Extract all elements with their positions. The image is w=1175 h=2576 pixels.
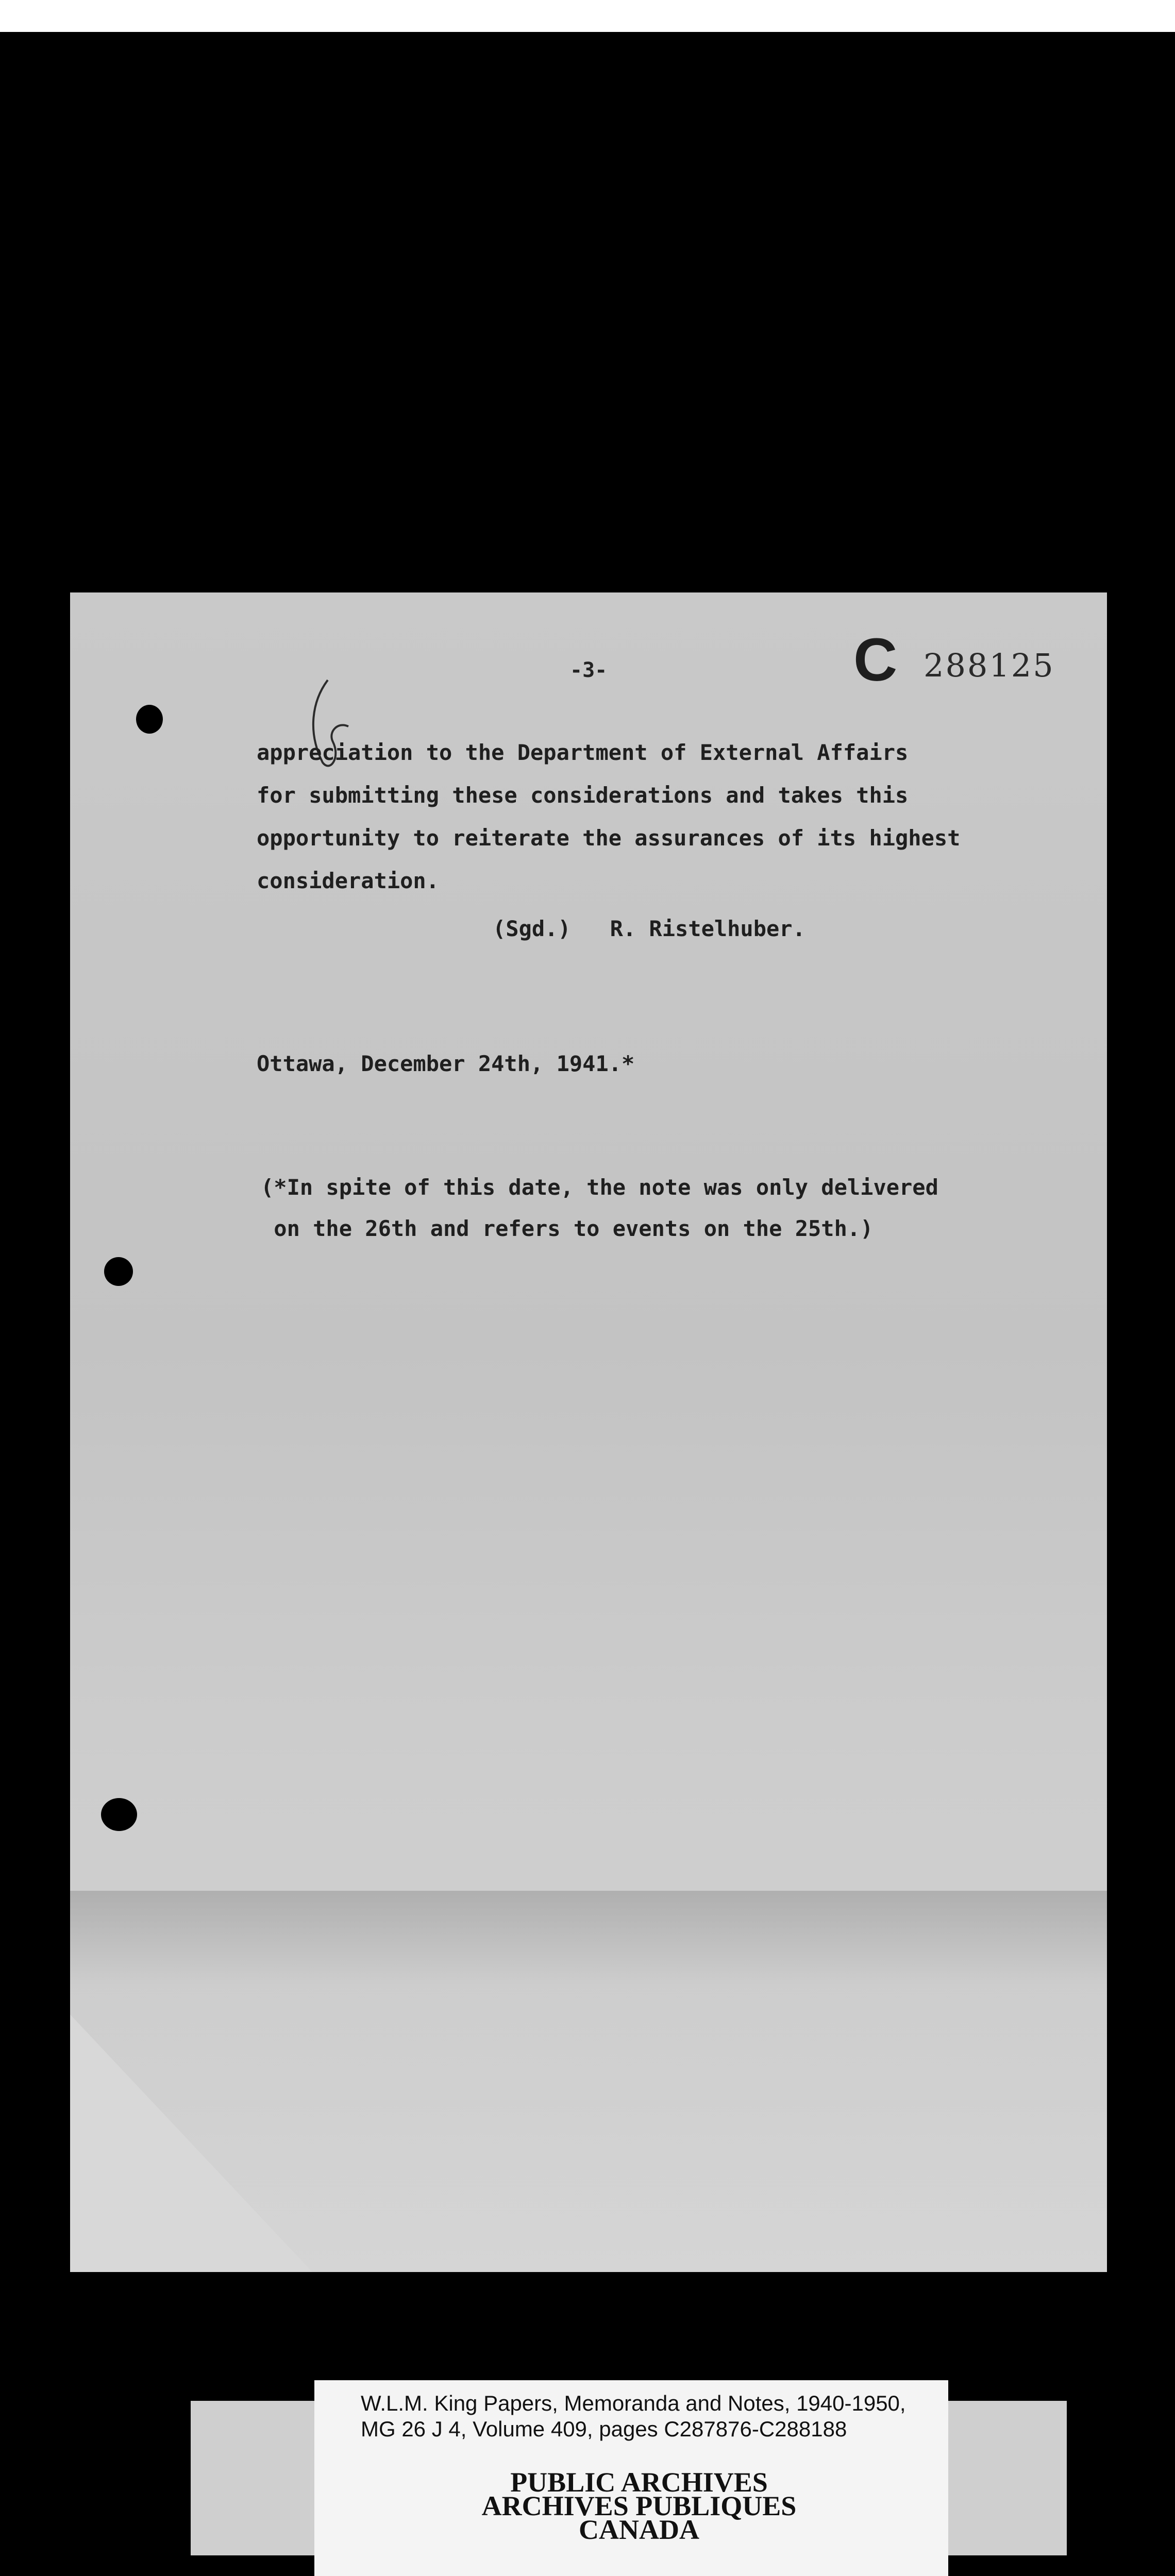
archive-stamp-letter: C (853, 626, 898, 694)
punch-hole-bottom (101, 1798, 137, 1831)
institution-line: CANADA (579, 2514, 699, 2545)
institution-line: PUBLIC ARCHIVES (510, 2467, 768, 2498)
body-line: opportunity to reiterate the assurances of its highest (257, 825, 961, 851)
archive-stamp-number: 288125 (924, 647, 1055, 684)
punch-hole-top (136, 705, 163, 734)
archive-institution (381, 2467, 897, 2545)
page-number: -3- (570, 658, 608, 682)
body-line: consideration. (257, 868, 440, 893)
citation-line: W.L.M. King Papers, Memoranda and Notes, 1940-1950, (361, 2391, 906, 2415)
footnote-line: (*In spite of this date, the note was only delivered (261, 1175, 938, 1200)
handwritten-initial-mark (292, 670, 369, 783)
folded-corner (70, 2014, 312, 2272)
archive-citation (361, 2391, 928, 2442)
body-line: appreciation to the Department of External Affairs (257, 740, 909, 765)
footnote-line: on the 26th and refers to events on the 25th.) (261, 1216, 874, 1241)
institution-line: ARCHIVES PUBLIQUES (481, 2490, 797, 2521)
citation-line: MG 26 J 4, Volume 409, pages C287876-C288188 (361, 2417, 847, 2441)
body-line: for submitting these considerations and takes this (257, 783, 909, 808)
date-line: Ottawa, December 24th, 1941.* (257, 1051, 635, 1076)
signature-line: (Sgd.) R. Ristelhuber. (493, 916, 805, 941)
document-page (70, 592, 1107, 2272)
punch-hole-middle (104, 1257, 133, 1286)
